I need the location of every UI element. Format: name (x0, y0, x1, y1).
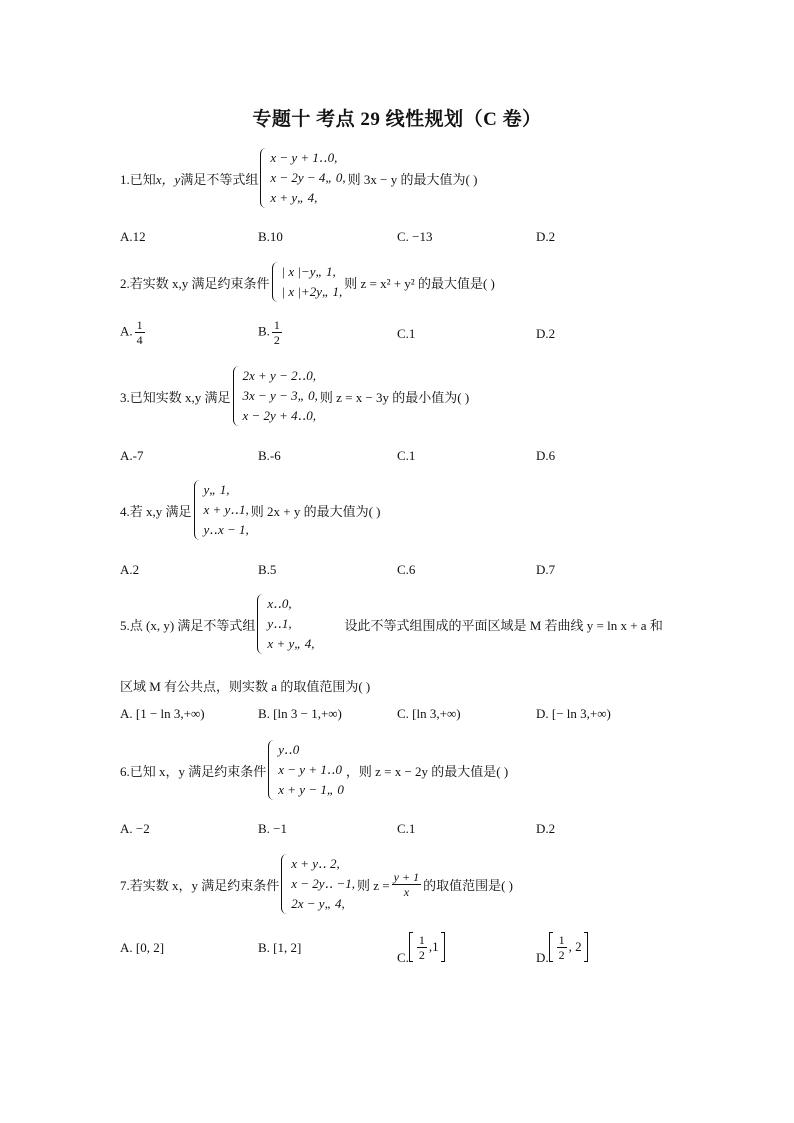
system-line: x + y‥ 2, (291, 856, 340, 871)
option-c[interactable]: C.6 (397, 562, 416, 577)
fraction-numerator: 1 (418, 932, 425, 947)
option-c[interactable] (397, 932, 445, 966)
question-5-suffix: 设此不等式组围成的平面区域是 M 若曲线 y = ln x + a 和 (344, 617, 663, 633)
bracket-group (409, 932, 445, 962)
brace-icon (233, 366, 240, 426)
system-line: x − 2y‥ −1, (291, 876, 356, 891)
left-bracket-icon (549, 932, 553, 962)
system-line: 2x + y − 2‥0, (242, 368, 317, 383)
question-7-suffix-b: 的取值范围是( ) (423, 877, 513, 893)
fraction-numerator: 1 (273, 318, 280, 332)
option-a[interactable]: A.-7 (120, 448, 144, 463)
fraction (557, 933, 567, 962)
option-d[interactable]: D. [− ln 3,+∞) (536, 706, 611, 721)
system-line: | x |−y„ 1, (281, 264, 336, 279)
question-1-vars: x，y (155, 171, 181, 187)
option-b[interactable]: B. [ln 3 − 1,+∞) (258, 706, 342, 721)
system-line: y‥1, (267, 616, 292, 631)
question-7 (120, 854, 513, 914)
question-1-prefix: 1.已知 (120, 171, 156, 187)
option-a[interactable]: A.12 (120, 229, 146, 244)
question-6-system (268, 740, 344, 800)
question-4 (120, 480, 381, 540)
fraction (135, 318, 145, 347)
fraction-denominator: x (403, 884, 410, 899)
system-line: x − 2y − 4„ 0, (270, 170, 346, 185)
option-d[interactable]: D.2 (536, 821, 556, 836)
system-line: x + y − 1„ 0 (278, 782, 344, 797)
question-7-system (281, 854, 355, 914)
option-b[interactable]: B.-6 (258, 448, 281, 463)
right-bracket-icon (441, 932, 445, 962)
option-c[interactable]: C. [ln 3,+∞) (397, 706, 461, 721)
fraction-numerator: y + 1 (393, 869, 420, 884)
option-d[interactable] (536, 932, 588, 966)
fraction (417, 933, 427, 962)
option-b[interactable]: B.5 (258, 562, 277, 577)
question-5-line-2: 区域 M 有公共点，则实数 a 的取值范围为( ) (120, 679, 371, 694)
option-a[interactable]: A.2 (120, 562, 140, 577)
system-line: 2x − y„ 4, (291, 896, 345, 911)
question-5 (120, 594, 663, 654)
system-line: y„ 1, (203, 482, 230, 497)
fraction-denominator: 4 (136, 333, 143, 347)
fraction-denominator: 2 (558, 947, 565, 962)
system-line: x + y„ 4, (270, 190, 318, 205)
system-line: x‥0, (267, 596, 292, 611)
question-7-suffix-a: 则 z = (357, 877, 390, 893)
question-5-system (257, 594, 342, 654)
brace-icon (281, 854, 288, 914)
option-c[interactable]: C.1 (397, 326, 416, 341)
option-label: C. (397, 950, 409, 965)
question-6-prefix: 6.已知 x，y 满足约束条件 (120, 763, 267, 779)
system-line: | x |+2y„ 1, (281, 284, 343, 299)
option-a[interactable]: A. [1 − ln 3,+∞) (120, 706, 205, 721)
option-a[interactable]: A. −2 (120, 821, 150, 836)
option-b[interactable]: B.10 (258, 229, 283, 244)
option-b[interactable]: B. [1, 2] (258, 940, 302, 955)
question-2-suffix: 则 z = x² + y² 的最大值是( ) (344, 275, 495, 291)
option-d[interactable]: D.6 (536, 448, 556, 463)
option-c[interactable]: C.1 (397, 448, 416, 463)
question-3 (120, 366, 469, 426)
option-tail: , 2 (568, 939, 582, 954)
option-b[interactable] (258, 318, 284, 347)
question-3-system (233, 366, 318, 426)
system-line: x − y + 1‥0, (270, 150, 338, 165)
system-line: y‥0 (278, 742, 300, 757)
right-bracket-icon (584, 932, 588, 962)
fraction-numerator: 1 (136, 318, 143, 332)
question-2-prefix: 2.若实数 x,y 满足约束条件 (120, 275, 270, 291)
system-line: x − y + 1‥0 (278, 762, 343, 777)
question-3-prefix: 3.已知实数 x,y 满足 (120, 389, 231, 405)
system-line: x + y‥1, (203, 502, 249, 517)
option-b[interactable]: B. −1 (258, 821, 288, 836)
option-tail: ,1 (428, 939, 439, 954)
question-1-system (260, 148, 345, 208)
question-1-suffix: 则 3x − y 的最大值为( ) (347, 171, 478, 187)
question-6 (120, 740, 508, 800)
question-6-suffix: ，则 z = x − 2y 的最大值是( ) (345, 763, 509, 779)
option-label: D. (536, 950, 549, 965)
option-label: A. (120, 323, 133, 339)
system-line: 3x − y − 3„ 0, (242, 388, 318, 403)
option-d[interactable]: D.2 (536, 229, 556, 244)
option-c[interactable]: C. −13 (397, 229, 433, 244)
question-3-suffix: 则 z = x − 3y 的最小值为( ) (319, 389, 470, 405)
fraction (272, 318, 282, 347)
question-2 (120, 262, 495, 302)
option-a[interactable]: A. [0, 2] (120, 940, 165, 955)
question-5-prefix: 5.点 (x, y) 满足不等式组 (120, 617, 256, 633)
system-line: y‥x − 1, (203, 522, 249, 537)
fraction (392, 870, 421, 899)
question-1 (120, 148, 477, 208)
fraction-numerator: 1 (558, 932, 565, 947)
fraction-denominator: 2 (273, 333, 280, 347)
question-4-system (194, 480, 249, 540)
fraction-denominator: 2 (418, 947, 425, 962)
brace-icon (272, 262, 279, 302)
option-a[interactable] (120, 318, 147, 347)
brace-icon (260, 148, 267, 208)
option-label: B. (258, 323, 270, 339)
system-line: x + y„ 4, (267, 636, 315, 651)
question-4-prefix: 4.若 x,y 满足 (120, 503, 192, 519)
page-title: 专题十 考点 29 线性规划（C 卷） (252, 109, 542, 130)
option-c[interactable]: C.1 (397, 821, 416, 836)
left-bracket-icon (409, 932, 413, 962)
bracket-group (549, 932, 588, 962)
option-d[interactable]: D.7 (536, 562, 556, 577)
question-1-mid: 满足不等式组 (180, 171, 259, 187)
question-7-prefix: 7.若实数 x，y 满足约束条件 (120, 877, 280, 893)
option-d[interactable]: D.2 (536, 326, 556, 341)
system-line: x − 2y + 4‥0, (242, 408, 317, 423)
question-2-system (272, 262, 343, 302)
brace-icon (194, 480, 201, 540)
brace-icon (257, 594, 264, 654)
brace-icon (268, 740, 275, 800)
question-4-suffix: 则 2x + y 的最大值为( ) (250, 503, 381, 519)
